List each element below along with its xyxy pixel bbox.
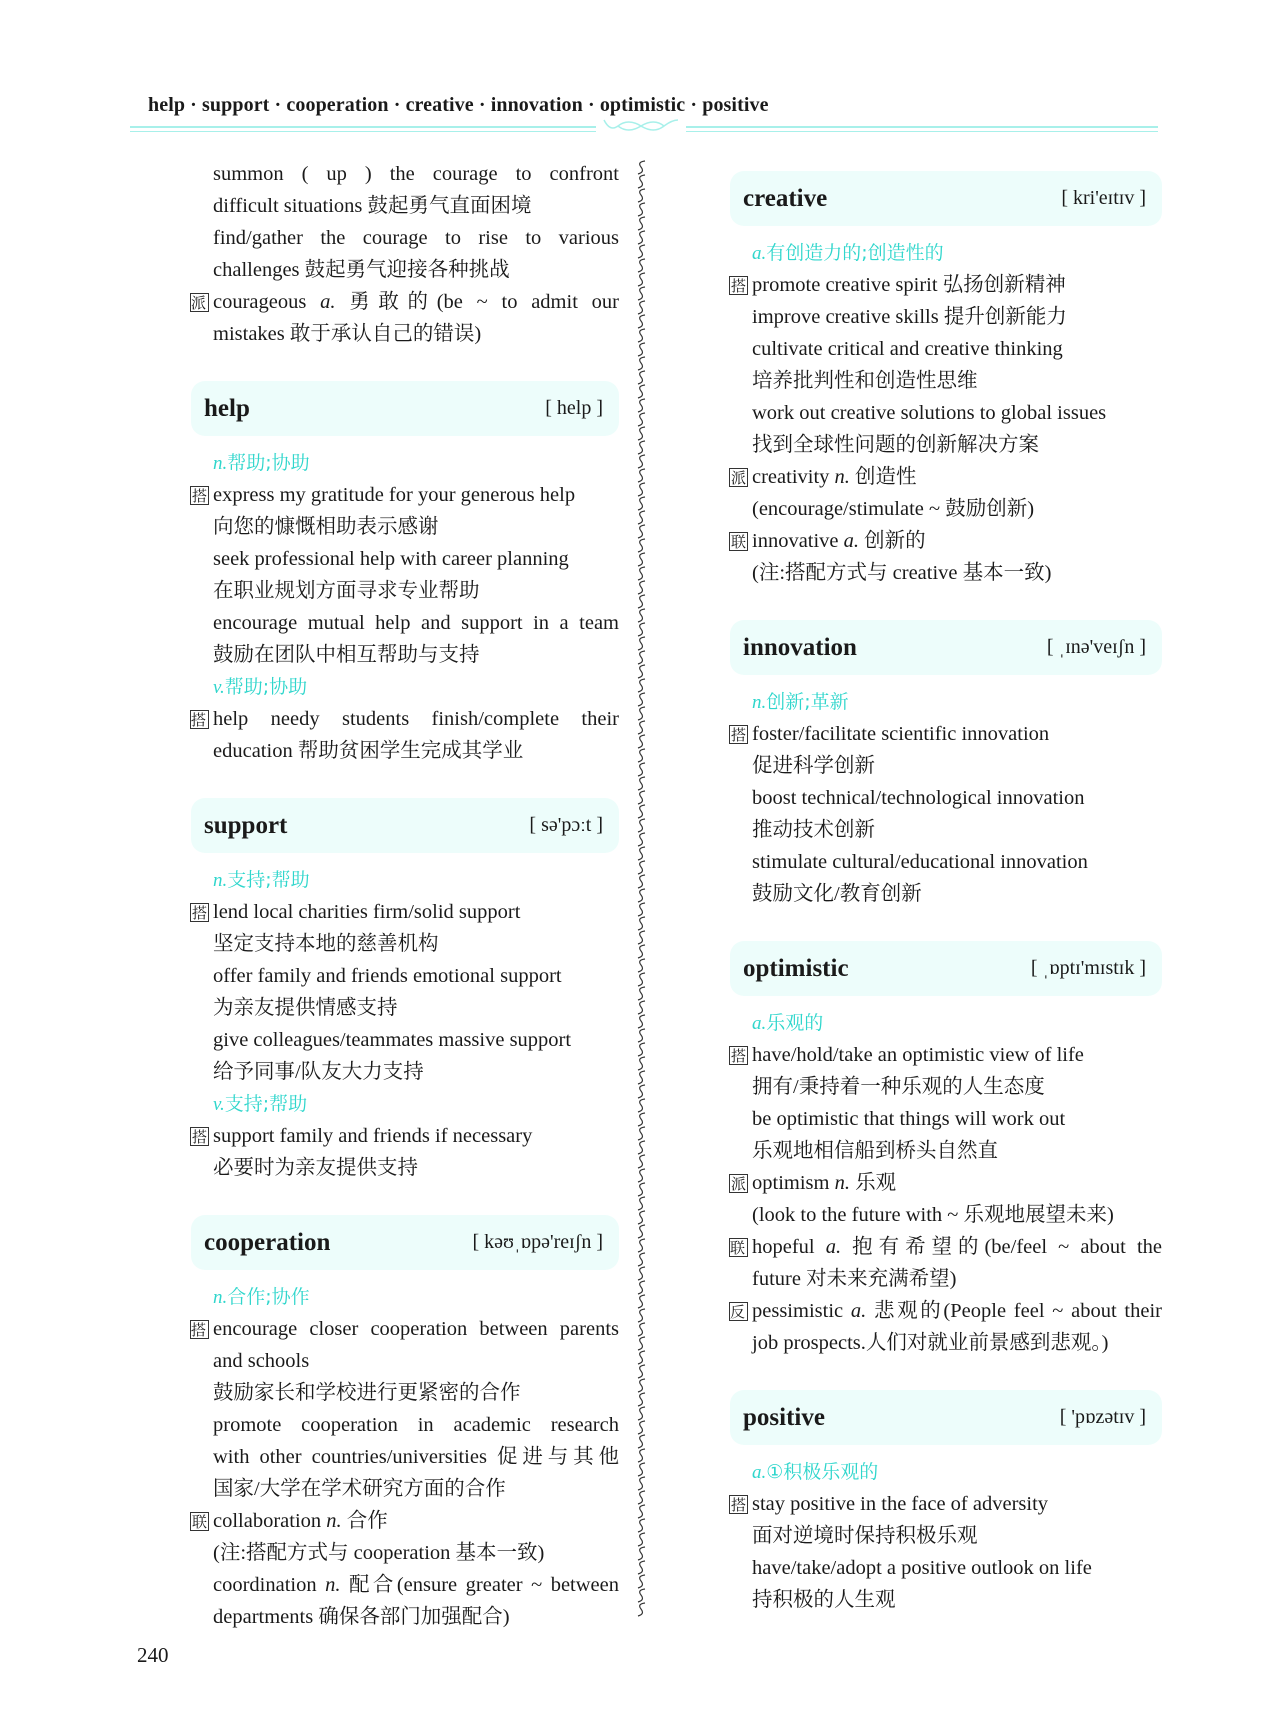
entry-line	[191, 1537, 619, 1569]
text-segment: optimism	[752, 1172, 835, 1194]
text-segment: 持积极的人生观	[752, 1589, 896, 1611]
text-segment: 促进科学创新	[752, 755, 875, 777]
sense-text: 帮助;协助	[224, 676, 308, 698]
text-segment: (look to the future with ~ 乐观地展望未来)	[752, 1204, 1114, 1226]
text-segment: 鼓励在团队中相互帮助与支持	[213, 644, 480, 666]
label-tag-icon: 搭	[191, 487, 207, 505]
entry-line	[191, 1056, 619, 1088]
text-segment: 配合(ensure greater ~ between	[340, 1574, 619, 1596]
label-tag-icon: 联	[191, 1513, 207, 1531]
entry-header	[191, 381, 619, 436]
part-of-speech: a.	[752, 243, 767, 264]
text-segment: a.	[825, 1236, 842, 1258]
text-segment: 培养批判性和创造性思维	[752, 370, 978, 392]
headword: cooperation	[204, 1228, 331, 1256]
entry-line	[730, 1039, 1162, 1071]
headword: innovation	[743, 633, 857, 661]
text-segment: coordination	[213, 1574, 326, 1596]
text-segment: courageous	[213, 291, 321, 313]
text-segment: 合作	[341, 1510, 388, 1532]
text-segment: have/take/adopt a positive outlook on life	[752, 1557, 1092, 1579]
text-segment: (encourage/stimulate ~ 鼓励创新)	[752, 498, 1035, 520]
entry-line	[730, 1199, 1162, 1231]
sense-text: 创新;革新	[766, 691, 849, 713]
text-segment: 鼓励文化/教育创新	[752, 883, 922, 905]
entry-header	[730, 1390, 1162, 1445]
text-segment: 拥有/秉持着一种乐观的人生态度	[752, 1076, 1045, 1098]
entry-line	[191, 928, 619, 960]
entry-line	[191, 575, 619, 607]
entry-line	[730, 333, 1162, 365]
entry-line	[730, 1071, 1162, 1103]
text-segment: seek professional help with career planning	[213, 548, 569, 570]
sense-text: 帮助;协助	[227, 452, 310, 474]
left-column	[191, 158, 619, 1633]
headword: help	[204, 394, 250, 422]
sense-text: 有创造力的;创造性的	[766, 242, 944, 264]
label-tag-icon: 搭	[190, 1320, 209, 1339]
entry-line	[730, 750, 1162, 782]
part-of-speech: a.	[752, 1462, 767, 1483]
entry-line	[191, 703, 619, 735]
entry-line	[730, 1327, 1162, 1359]
entry-line	[730, 493, 1162, 525]
part-of-speech: n.	[213, 870, 228, 891]
sense-line	[730, 686, 1162, 718]
entry-line	[730, 1488, 1162, 1520]
part-of-speech: n.	[752, 692, 767, 713]
entry-line	[730, 397, 1162, 429]
entry-header	[730, 941, 1162, 996]
part-of-speech: n.	[213, 453, 228, 474]
text-segment: encourage mutual help and support in a team	[213, 612, 619, 634]
sense-line	[730, 1456, 1162, 1488]
right-column	[730, 171, 1162, 1616]
entry-line	[730, 1520, 1162, 1552]
entry-line	[191, 1120, 619, 1152]
text-segment: work out creative solutions to global issues	[752, 402, 1107, 424]
text-segment: help needy students finish/complete their	[213, 708, 619, 730]
part-of-speech: a.	[752, 1013, 767, 1034]
entry-line	[730, 782, 1162, 814]
entry-line	[191, 1313, 619, 1345]
entry-line	[191, 1409, 619, 1441]
text-segment: difficult situations 鼓起勇气直面困境	[213, 195, 532, 217]
text-segment: 给予同事/队友大力支持	[213, 1061, 424, 1083]
text-segment: encourage closer cooperation between parents	[213, 1318, 619, 1340]
headword: support	[204, 811, 288, 839]
phonetic: [ 'pɒzətɪv ]	[1059, 1406, 1146, 1428]
text-segment: future 对未来充满希望)	[752, 1268, 957, 1290]
entry-line	[730, 814, 1162, 846]
text-segment: improve creative skills 提升创新能力	[752, 306, 1067, 328]
text-segment: 抱有希望的(be/feel ~ about the	[841, 1236, 1162, 1258]
text-segment: find/gather the courage to rise to various	[213, 227, 619, 249]
text-segment: 乐观地相信船到桥头自然直	[752, 1140, 998, 1162]
part-of-speech: n.	[213, 1287, 228, 1308]
entry-line	[730, 365, 1162, 397]
entry-line	[191, 1569, 619, 1601]
text-segment: education 帮助贫困学生完成其学业	[213, 740, 524, 762]
text-segment: collaboration	[213, 1510, 327, 1532]
entry-line	[191, 896, 619, 928]
text-segment: lend local charities firm/solid support	[213, 901, 521, 923]
entry-line	[730, 301, 1162, 333]
entry-line	[191, 254, 619, 286]
text-segment: 必要时为亲友提供支持	[213, 1157, 418, 1179]
phonetic: [ kri'eɪtɪv ]	[1061, 187, 1146, 209]
entry-line	[191, 286, 619, 318]
entry-line	[191, 1601, 619, 1633]
label-tag-icon: 搭	[730, 726, 746, 744]
text-segment: stimulate cultural/educational innovation	[752, 851, 1088, 873]
entry-line	[191, 190, 619, 222]
entry-line	[191, 607, 619, 639]
entry-line	[730, 1552, 1162, 1584]
entry-line	[191, 1473, 619, 1505]
text-segment: n.	[834, 466, 850, 488]
label-tag-icon: 派	[730, 1175, 746, 1193]
entry-line	[730, 878, 1162, 910]
text-segment: n.	[325, 1574, 341, 1596]
entry-line	[730, 557, 1162, 589]
text-segment: offer family and friends emotional support	[213, 965, 562, 987]
text-segment: 创造性	[849, 466, 917, 488]
text-segment: 国家/大学在学术研究方面的合作	[213, 1478, 506, 1500]
sense-text: 乐观的	[766, 1012, 824, 1034]
text-segment: summon ( up ) the courage to confront	[213, 163, 619, 185]
text-segment: boost technical/technological innovation	[752, 787, 1085, 809]
entry-line	[730, 269, 1162, 301]
entry-line	[730, 1103, 1162, 1135]
sense-line	[191, 864, 619, 896]
phonetic: [ sə'pɔːt ]	[529, 814, 603, 836]
text-segment: stay positive in the face of adversity	[752, 1493, 1049, 1515]
sense-line	[730, 237, 1162, 269]
entry-line	[730, 461, 1162, 493]
text-segment: a.	[850, 1300, 867, 1322]
text-segment: 创新的	[859, 530, 926, 552]
text-segment: and schools	[213, 1350, 310, 1372]
text-segment: foster/facilitate scientific innovation	[752, 723, 1050, 745]
entry-line	[191, 1441, 619, 1473]
entry-line	[191, 1505, 619, 1537]
text-segment: job prospects.人们对就业前景感到悲观。)	[752, 1332, 1109, 1354]
phonetic: [ help ]	[545, 397, 603, 419]
label-tag-icon: 反	[729, 1302, 748, 1321]
entry-line	[730, 1135, 1162, 1167]
sense-line	[191, 447, 619, 479]
entry-line	[191, 1024, 619, 1056]
text-segment: a.	[320, 291, 336, 313]
entry-line	[730, 429, 1162, 461]
text-segment: mistakes 敢于承认自己的错误)	[213, 323, 482, 345]
entry-line	[730, 1263, 1162, 1295]
entry-line	[191, 1345, 619, 1377]
text-segment: n.	[834, 1172, 850, 1194]
entry-header	[730, 171, 1162, 226]
text-segment: 勇敢的(be ~ to admit our	[335, 291, 619, 313]
text-segment: support family and friends if necessary	[213, 1125, 533, 1147]
entry-line	[191, 222, 619, 254]
label-tag-icon: 搭	[730, 1047, 746, 1065]
entry-line	[191, 318, 619, 350]
entry-line	[730, 1167, 1162, 1199]
text-segment: 坚定支持本地的慈善机构	[213, 933, 439, 955]
entry-line	[191, 1152, 619, 1184]
running-head: help · support · cooperation · creative · innovation · optimistic · positive	[148, 94, 769, 116]
text-segment: with other countries/universities 促进与其他	[213, 1446, 619, 1468]
text-segment: (注:搭配方式与 creative 基本一致)	[752, 562, 1052, 584]
sense-line	[191, 671, 619, 703]
text-segment: pessimistic	[752, 1300, 851, 1322]
text-segment: n.	[326, 1510, 342, 1532]
text-segment: 面对逆境时保持积极乐观	[752, 1525, 978, 1547]
text-segment: have/hold/take an optimistic view of life	[752, 1044, 1084, 1066]
entry-line	[730, 846, 1162, 878]
entry-header	[730, 620, 1162, 675]
label-tag-icon: 搭	[730, 277, 746, 295]
label-tag-icon: 联	[729, 1238, 748, 1257]
entry-line	[191, 479, 619, 511]
entry-header	[191, 1215, 619, 1270]
text-segment: innovative	[752, 530, 844, 552]
text-segment: creativity	[752, 466, 835, 488]
ornament-icon	[596, 118, 686, 134]
label-tag-icon: 搭	[190, 710, 209, 729]
entry-line	[730, 1231, 1162, 1263]
part-of-speech: v.	[213, 1094, 225, 1115]
entry-line	[191, 1377, 619, 1409]
text-segment: 为亲友提供情感支持	[213, 997, 398, 1019]
sense-line	[191, 1281, 619, 1313]
text-segment: 向您的慷慨相助表示感谢	[213, 516, 439, 538]
sense-line	[730, 1007, 1162, 1039]
text-segment: express my gratitude for your generous help	[213, 484, 576, 506]
headword: positive	[743, 1403, 825, 1431]
text-segment: 乐观	[849, 1172, 897, 1194]
sense-text: 支持;帮助	[224, 1093, 308, 1115]
sense-line	[191, 1088, 619, 1120]
text-segment: (注:搭配方式与 cooperation 基本一致)	[213, 1542, 545, 1564]
text-segment: hopeful	[752, 1236, 826, 1258]
entry-line	[191, 960, 619, 992]
phonetic: [ ˌɪnə'veɪʃn ]	[1046, 636, 1146, 658]
text-segment: 悲观的(People feel ~ about their	[866, 1300, 1163, 1322]
entry-line	[730, 718, 1162, 750]
entry-line	[191, 639, 619, 671]
sense-text: ①积极乐观的	[766, 1461, 879, 1483]
entry-line	[191, 735, 619, 767]
headword: optimistic	[743, 954, 849, 982]
text-segment: 在职业规划方面寻求专业帮助	[213, 580, 480, 602]
entry-line	[191, 511, 619, 543]
phonetic: [ ˌɒptɪ'mɪstɪk ]	[1030, 957, 1146, 979]
phonetic: [ kəʊˌɒpə'reɪʃn ]	[472, 1231, 603, 1253]
text-segment: cultivate critical and creative thinking	[752, 338, 1063, 360]
wavy-column-divider	[634, 160, 652, 1620]
text-segment: be optimistic that things will work out	[752, 1108, 1066, 1130]
text-segment: a.	[843, 530, 860, 552]
sense-text: 支持;帮助	[227, 869, 310, 891]
entry-line	[730, 525, 1162, 557]
entry-line	[730, 1295, 1162, 1327]
part-of-speech: v.	[213, 677, 225, 698]
label-tag-icon: 搭	[191, 904, 207, 922]
text-segment: promote creative spirit 弘扬创新精神	[752, 274, 1066, 296]
label-tag-icon: 派	[190, 293, 209, 312]
entry-line	[191, 992, 619, 1024]
page-number: 240	[137, 1643, 169, 1667]
label-tag-icon: 联	[730, 533, 746, 551]
sense-text: 合作;协作	[227, 1286, 310, 1308]
entry-line	[730, 1584, 1162, 1616]
text-segment: departments 确保各部门加强配合)	[213, 1606, 510, 1628]
text-segment: 找到全球性问题的创新解决方案	[752, 434, 1039, 456]
text-segment: promote cooperation in academic research	[213, 1414, 619, 1436]
entry-header	[191, 798, 619, 853]
text-segment: 推动技术创新	[752, 819, 875, 841]
label-tag-icon: 搭	[191, 1128, 207, 1146]
label-tag-icon: 搭	[730, 1496, 746, 1514]
entry-line	[191, 543, 619, 575]
text-segment: challenges 鼓起勇气迎接各种挑战	[213, 259, 510, 281]
label-tag-icon: 派	[730, 469, 746, 487]
entry-line	[191, 158, 619, 190]
text-segment: give colleagues/teammates massive support	[213, 1029, 572, 1051]
headword: creative	[743, 184, 828, 212]
text-segment: 鼓励家长和学校进行更紧密的合作	[213, 1382, 521, 1404]
